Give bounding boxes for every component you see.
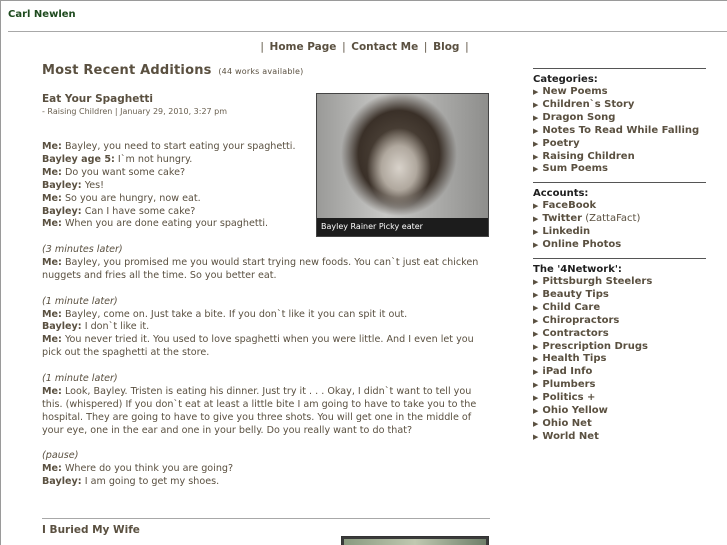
dialog-line	[42, 334, 474, 358]
arrow-right-icon: ▶	[533, 407, 539, 416]
dialog-line	[42, 218, 268, 229]
dialog-line	[42, 167, 185, 178]
photo-caption: Bayley Rainer Picky eater	[321, 222, 423, 231]
category-item[interactable]	[533, 99, 706, 112]
dialog-speaker: Bayley age 5:	[42, 153, 115, 165]
dialog-block	[42, 296, 490, 361]
dialog-text: Bayley, you promised me you would start trying new foods. You can`t just eat chicken nuggets and fries all the time. So you better eat.	[42, 257, 479, 281]
dialog-speaker: Me:	[42, 192, 62, 204]
arrow-right-icon: ▶	[533, 100, 539, 109]
arrow-right-icon: ▶	[533, 381, 539, 390]
nav-home-link[interactable]: Home Page	[269, 41, 337, 53]
account-item-label: Twitter	[542, 213, 583, 225]
arrow-right-icon: ▶	[533, 290, 539, 299]
arrow-right-icon: ▶	[533, 342, 539, 351]
post-title[interactable]: I Buried My Wife	[42, 524, 140, 536]
dialog-speaker: Me:	[42, 257, 62, 269]
arrow-right-icon: ▶	[533, 316, 539, 325]
arrow-right-icon: ▶	[533, 139, 539, 148]
network-item[interactable]	[533, 431, 706, 444]
dialog-note: (1 minute later)	[42, 372, 118, 384]
account-item[interactable]	[533, 239, 706, 252]
dialog-line	[42, 257, 478, 281]
arrow-right-icon: ▶	[533, 432, 539, 441]
dialog-line	[42, 154, 192, 165]
dialog-text: Where do you think you are going?	[61, 463, 234, 475]
dialog-text: Can I have some cake?	[81, 205, 196, 217]
nav-blog-link[interactable]: Blog	[433, 41, 460, 53]
network-item[interactable]	[533, 315, 706, 328]
nav-contact-link[interactable]: Contact Me	[351, 41, 419, 53]
network-item-label: Politics +	[542, 392, 596, 404]
network-item-label: Pittsburgh Steelers	[542, 275, 653, 287]
dialog-line	[42, 386, 476, 436]
dialog-speaker: Me:	[42, 463, 62, 475]
network-item-label: Ohio Net	[542, 417, 592, 429]
dialog-text: I am going to get my shoes.	[81, 476, 220, 488]
category-item-label: Notes To Read While Falling	[542, 124, 700, 136]
network-item-label: Prescription Drugs	[542, 340, 648, 352]
network-item[interactable]	[533, 366, 706, 379]
post-photo-image	[344, 539, 486, 545]
category-item[interactable]	[533, 112, 706, 125]
accounts-list	[533, 200, 706, 252]
dialog-text: I`m not hungry.	[114, 153, 193, 165]
dialog-text: Do you want some cake?	[61, 166, 186, 178]
category-item-label: Sum Poems	[542, 163, 608, 175]
post-divider	[42, 518, 490, 519]
network-item-label: Ohio Yellow	[542, 405, 608, 417]
arrow-right-icon: ▶	[533, 152, 539, 161]
category-item[interactable]	[533, 125, 706, 138]
dialog-block	[42, 141, 490, 231]
dialog-speaker: Me:	[42, 308, 62, 320]
network-item[interactable]	[533, 328, 706, 341]
category-item-label: Children`s Story	[542, 98, 635, 110]
account-item-extra: (ZattaFact)	[582, 213, 641, 225]
category-item-label: Raising Children	[542, 150, 635, 162]
dialog-speaker: Bayley:	[42, 179, 82, 191]
dialog-note: (3 minutes later)	[42, 244, 123, 256]
category-item[interactable]	[533, 151, 706, 164]
arrow-right-icon: ▶	[533, 228, 539, 237]
dialog-line	[42, 309, 407, 320]
arrow-right-icon: ▶	[533, 241, 539, 250]
arrow-right-icon: ▶	[533, 277, 539, 286]
dialog-speaker: Me:	[42, 385, 62, 397]
dialog-text: When you are done eating your spaghetti.	[61, 218, 269, 230]
network-item[interactable]	[533, 302, 706, 315]
account-item[interactable]	[533, 200, 706, 213]
arrow-right-icon: ▶	[533, 165, 539, 174]
arrow-right-icon: ▶	[533, 329, 539, 338]
dialog-line	[42, 141, 296, 152]
network-item-label: World Net	[542, 430, 599, 442]
categories-heading: Categories:	[533, 74, 598, 85]
network-item-label: Health Tips	[542, 353, 607, 365]
arrow-right-icon: ▶	[533, 368, 539, 377]
dialog-line	[42, 180, 104, 191]
dialog-speaker: Me:	[42, 141, 62, 152]
category-item-label: New Poems	[542, 86, 608, 97]
header-divider	[8, 31, 727, 32]
arrow-right-icon: ▶	[533, 419, 539, 428]
category-item[interactable]	[533, 86, 706, 99]
category-item[interactable]	[533, 138, 706, 151]
network-item[interactable]	[533, 392, 706, 405]
category-item-label: Dragon Song	[542, 111, 616, 123]
dialog-speaker: Me:	[42, 334, 62, 346]
network-item[interactable]	[533, 289, 706, 302]
network-item[interactable]	[533, 276, 706, 289]
network-item-label: Contractors	[542, 327, 609, 339]
works-count: (44 works available)	[218, 67, 304, 76]
arrow-right-icon: ▶	[533, 394, 539, 403]
arrow-right-icon: ▶	[533, 303, 539, 312]
arrow-right-icon: ▶	[533, 126, 539, 135]
account-item[interactable]	[533, 213, 706, 226]
post-meta: - Raising Children | January 29, 2010, 3:27 pm	[42, 107, 228, 116]
arrow-right-icon: ▶	[533, 202, 539, 211]
dialog-text: Bayley, you need to start eating your spaghetti.	[61, 141, 296, 152]
main-content	[42, 63, 490, 536]
network-list	[533, 276, 706, 444]
network-item[interactable]	[533, 341, 706, 354]
dialog-speaker: Bayley:	[42, 476, 82, 488]
dialog-block	[42, 244, 490, 283]
account-item-label: FaceBook	[542, 200, 597, 212]
dialog-speaker: Me:	[42, 166, 62, 178]
dialog-speaker: Bayley:	[42, 205, 82, 217]
post-title[interactable]: Eat Your Spaghetti	[42, 93, 154, 105]
dialog-note: (1 minute later)	[42, 295, 118, 307]
dialog-line	[42, 193, 201, 204]
dialog-block	[42, 373, 490, 438]
network-item[interactable]	[533, 353, 706, 366]
network-item-label: Plumbers	[542, 379, 596, 391]
post-photo[interactable]	[341, 536, 489, 545]
arrow-right-icon: ▶	[533, 215, 539, 224]
network-item-label: Child Care	[542, 301, 601, 313]
accounts-heading: Accounts:	[533, 188, 589, 200]
arrow-right-icon: ▶	[533, 88, 539, 96]
categories-block	[533, 68, 706, 176]
dialog-line	[42, 206, 195, 217]
account-item[interactable]	[533, 226, 706, 239]
accounts-block	[533, 182, 706, 252]
network-item-label: Beauty Tips	[542, 288, 609, 300]
arrow-right-icon: ▶	[533, 355, 539, 364]
network-item[interactable]	[533, 405, 706, 418]
category-item-label: Poetry	[542, 137, 580, 149]
account-item-label: Linkedin	[542, 226, 591, 238]
dialog-text: You never tried it. You used to love spaghetti when you were little. And I even let you pick out the spaghetti at the store.	[42, 334, 474, 359]
dialog-line	[42, 476, 219, 487]
dialog-text: Yes!	[81, 179, 105, 191]
dialog-text: Look, Bayley. Tristen is eating his dinner. Just try it . . . Okay, I didn`t want to tell you this. (whispered) If you don`t eat at least a little bite I am going to have to take you to the hospital. They are going to have to give you three shots. You will get one in the middle of your eye, one in the ear and one in your belly. Do you really want to do that?	[42, 385, 477, 436]
category-item[interactable]	[533, 163, 706, 176]
account-item-label: Online Photos	[542, 239, 622, 251]
network-item-label: Chiropractors	[542, 314, 620, 326]
dialog-text: I don`t like it.	[81, 321, 150, 333]
network-block	[533, 258, 706, 444]
network-heading: The '4Network':	[533, 263, 622, 275]
dialog-speaker: Bayley:	[42, 321, 82, 333]
network-item[interactable]	[533, 418, 706, 431]
dialog-text: Bayley, come on. Just take a bite. If you don`t like it you can spit it out.	[61, 308, 408, 320]
dialog-line	[42, 463, 233, 474]
section-heading: Most Recent Additions (44 works available)	[42, 63, 304, 78]
arrow-right-icon: ▶	[533, 113, 539, 122]
top-nav: | Home Page | Contact Me | Blog |	[260, 41, 469, 53]
dialog-block	[42, 450, 490, 489]
dialog-note: (pause)	[42, 450, 79, 462]
dialog-line	[42, 321, 149, 332]
post-body	[42, 141, 490, 502]
dialog-speaker: Me:	[42, 218, 62, 230]
network-item[interactable]	[533, 379, 706, 392]
network-item-label: iPad Info	[542, 366, 593, 378]
site-title[interactable]: Carl Newlen	[8, 9, 76, 20]
dialog-text: So you are hungry, now eat.	[61, 192, 201, 204]
categories-list	[533, 86, 706, 176]
sidebar	[533, 68, 706, 450]
